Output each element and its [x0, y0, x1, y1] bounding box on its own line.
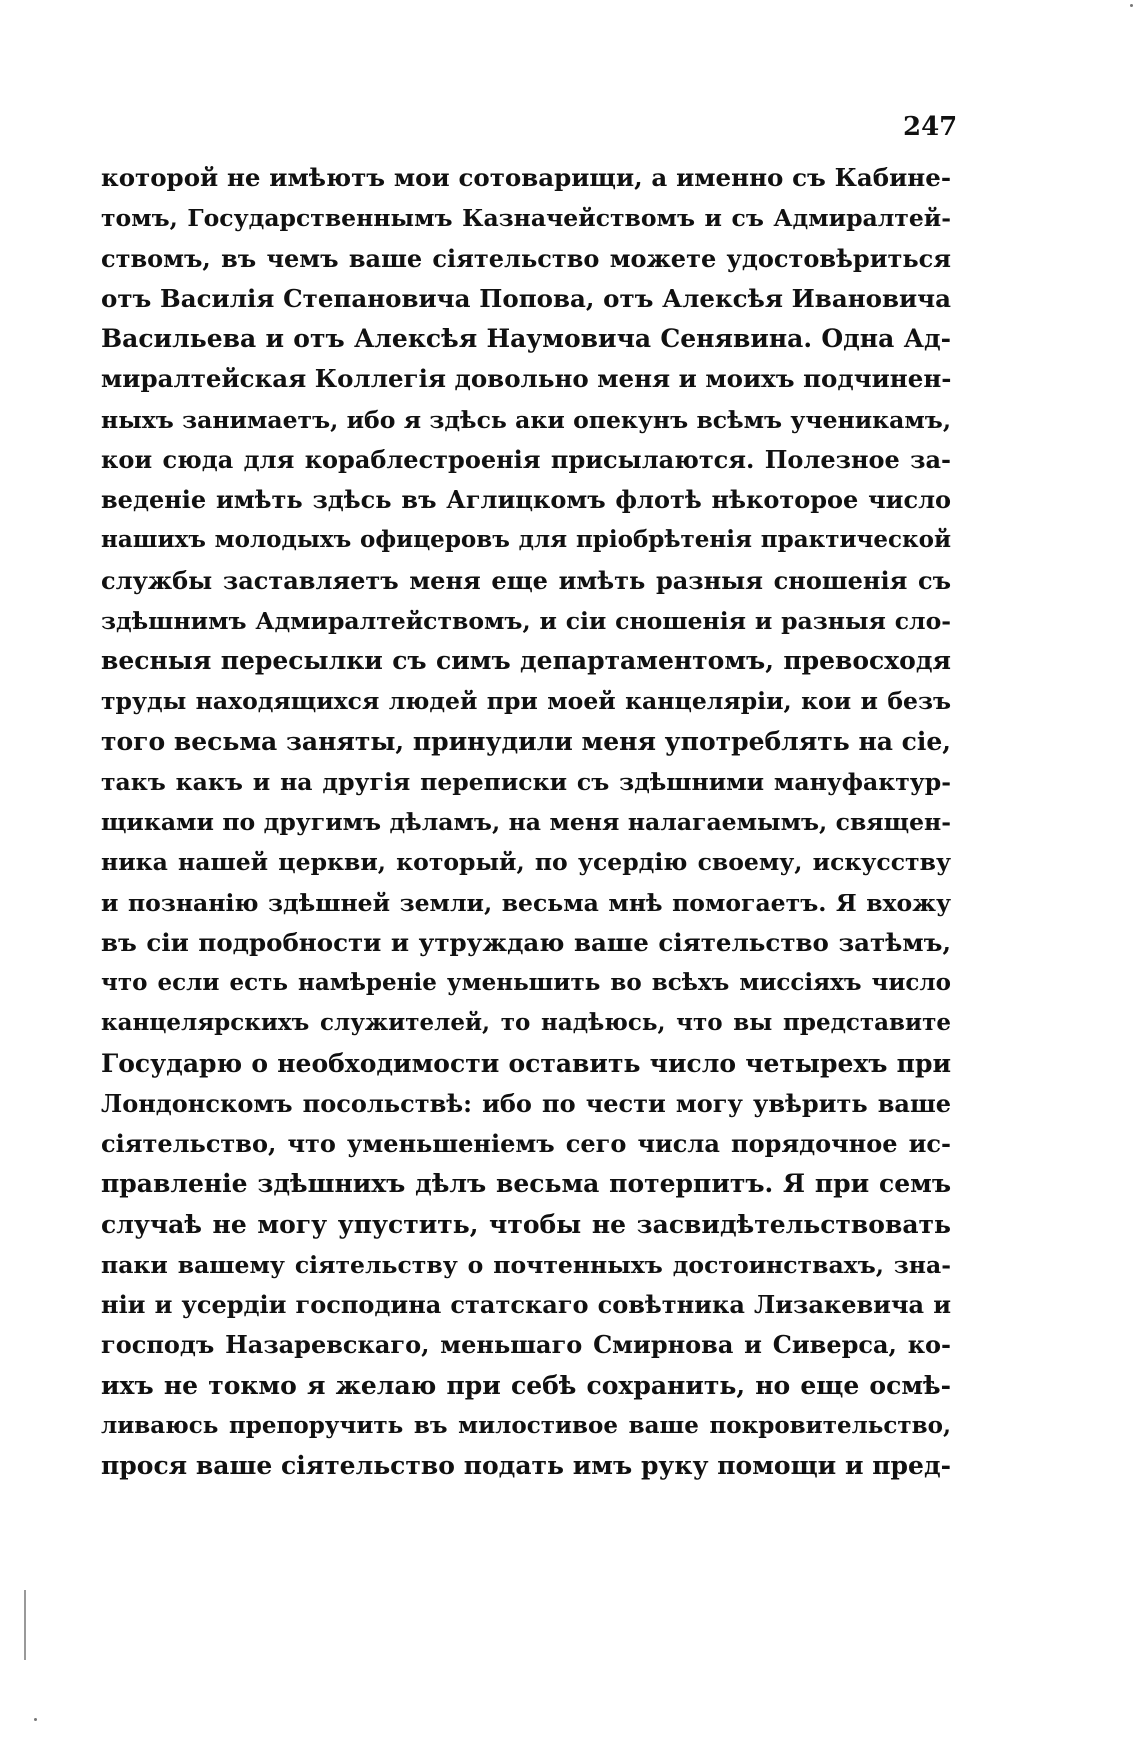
- text-line: нашихъ молодыхъ офицеровъ для пріобрѣтенія практической: [101, 526, 951, 554]
- text-line: ливаюсь препоручить въ милостивое ваше покровительство,: [101, 1411, 951, 1439]
- text-line: такъ какъ и на другія переписки съ здѣшними мануфактур-: [101, 767, 951, 796]
- text-line: паки вашему сіятельству о почтенныхъ достоинствахъ, зна-: [101, 1250, 951, 1279]
- text-line: канцелярскихъ служителей, то надѣюсь, что вы представите: [101, 1009, 951, 1037]
- text-line: миралтейская Коллегія довольно меня и моихъ подчинен-: [101, 364, 951, 394]
- body-text: [101, 158, 951, 1486]
- scan-margin-mark: [24, 1590, 26, 1660]
- text-line: ныхъ занимаетъ, ибо я здѣсь аки опекунъ всѣмъ ученикамъ,: [101, 405, 951, 434]
- text-line: томъ, Государственнымъ Казначействомъ и съ Адмиралтей-: [101, 204, 951, 233]
- text-line: что если есть намѣреніе уменьшить во всѣхъ миссіяхъ число: [101, 969, 951, 996]
- text-line: ствомъ, въ чемъ ваше сіятельство можете удостовѣриться: [101, 243, 951, 273]
- scan-speck: [34, 1718, 37, 1721]
- text-line: веденіе имѣть здѣсь въ Аглицкомъ флотѣ нѣкоторое число: [101, 485, 951, 514]
- text-line: прося ваше сіятельство подать имъ руку помощи и пред-: [101, 1451, 951, 1480]
- text-line: щиками по другимъ дѣламъ, на меня налагаемымъ, священ-: [101, 808, 951, 836]
- text-line: и познанію здѣшней земли, весьма мнѣ помогаетъ. Я вхожу: [101, 888, 951, 917]
- text-line: случаѣ не могу упустить, чтобы не засвидѣтельствовать: [101, 1209, 951, 1239]
- text-line: отъ Василія Степановича Попова, отъ Алексѣя Ивановича: [101, 283, 951, 313]
- scan-speck: [1130, 4, 1133, 7]
- text-line: весныя пересылки съ симъ департаментомъ, превосходя: [101, 646, 951, 675]
- text-line: ника нашей церкви, который, по усердію своему, искусству: [101, 848, 951, 877]
- text-line: здѣшнимъ Адмиралтействомъ, и сіи сношенія и разныя сло-: [101, 606, 951, 635]
- page-number: 247: [903, 112, 958, 142]
- text-line: которой не имѣютъ мои сотоварищи, а именно съ Кабине-: [101, 163, 951, 192]
- text-line: Государю о необходимости оставить число четырехъ при: [101, 1048, 951, 1078]
- text-line: труды находящихся людей при моей канцеляріи, кои и безъ: [101, 687, 951, 716]
- text-line: въ сіи подробности и утруждаю ваше сіятельство затѣмъ,: [101, 927, 951, 957]
- text-line: сіятельство, что уменьшеніемъ сего числа порядочное ис-: [101, 1129, 951, 1158]
- text-line: кои сюда для кораблестроенія присылаются. Полезное за-: [101, 444, 951, 474]
- text-line: службы заставляетъ меня еще имѣть разныя сношенія съ: [101, 565, 951, 595]
- text-line: господъ Назаревскаго, меньшаго Смирнова и Сиверса, ко-: [101, 1330, 951, 1360]
- text-line: правленіе здѣшнихъ дѣлъ весьма потерпитъ. Я при семъ: [101, 1169, 951, 1199]
- text-line: Васильева и отъ Алексѣя Наумовича Сенявина. Одна Ад-: [101, 324, 951, 353]
- text-line: ніи и усердіи господина статскаго совѣтника Лизакевича и: [101, 1290, 951, 1319]
- text-line: ихъ не токмо я желаю при себѣ сохранить, но еще осмѣ-: [101, 1370, 951, 1400]
- text-line: Лондонскомъ посольствѣ: ибо по чести могу увѣрить ваше: [101, 1088, 951, 1118]
- text-line: того весьма заняты, принудили меня употреблять на сіе,: [101, 726, 951, 756]
